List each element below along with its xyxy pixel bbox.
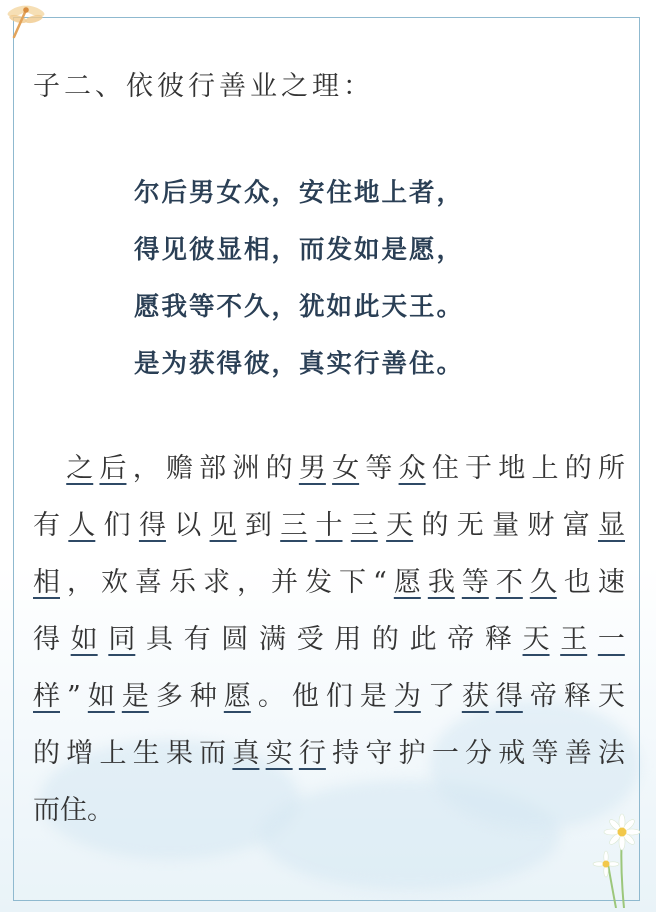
verse-line: 得见彼显相，而发如是愿， bbox=[134, 235, 465, 265]
verse-line: 尔后男女众，安住地上者， bbox=[134, 178, 465, 208]
commentary-paragraph bbox=[33, 440, 625, 839]
verse-line: 是为获得彼，真实行善住。 bbox=[134, 349, 465, 379]
body-line: 样 ” 如 是 多 种 愿 。 他 们 是 为 了 获 得 帝 释 天 bbox=[33, 681, 625, 712]
verse-line: 愿我等不久，犹如此天王。 bbox=[134, 292, 465, 322]
dragonfly-icon bbox=[4, 0, 50, 40]
verse-block bbox=[134, 165, 464, 393]
section-heading: 子二、依彼行善业之理： bbox=[33, 71, 374, 102]
body-line: 相 ， 欢 喜 乐 求 ， 并 发 下 “ 愿 我 等 不 久 也 速 bbox=[33, 567, 625, 598]
body-line: 而 住 。 bbox=[33, 795, 114, 826]
body-line: 有 人 们 得 以 见 到 三 十 三 天 的 无 量 财 富 显 bbox=[33, 510, 625, 541]
body-line: 的 增 上 生 果 而 真 实 行 持 守 护 一 分 戒 等 善 法 bbox=[33, 738, 625, 769]
body-line: 之 后 ， 赡 部 洲 的 男 女 等 众 住 于 地 上 的 所 bbox=[66, 453, 625, 484]
body-line: 得 如 同 具 有 圆 满 受 用 的 此 帝 释 天 王 一 bbox=[33, 624, 625, 655]
